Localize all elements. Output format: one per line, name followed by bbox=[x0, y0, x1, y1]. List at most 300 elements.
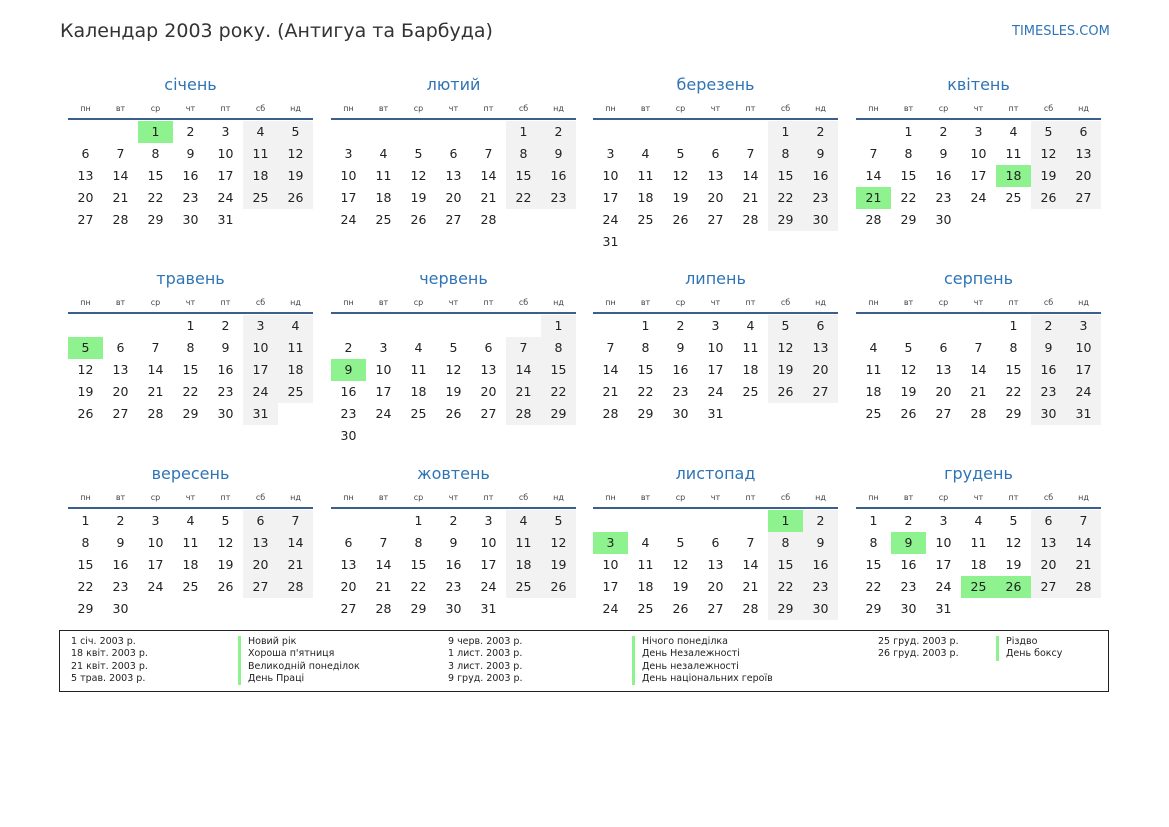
weekday-label: пт bbox=[220, 104, 231, 113]
day-cell: 29 bbox=[147, 212, 164, 227]
day-cell: 6 bbox=[344, 535, 353, 550]
day-cell: 8 bbox=[768, 143, 803, 165]
day-cell: 9 bbox=[1031, 337, 1066, 359]
day-cell: 13 bbox=[1066, 143, 1101, 165]
day-cell: 29 bbox=[182, 406, 199, 421]
day-cell: 30 bbox=[672, 406, 689, 421]
day-cell: 20 bbox=[77, 190, 94, 205]
day-cell: 5 bbox=[1009, 513, 1018, 528]
day-cell: 27 bbox=[445, 212, 462, 227]
month-divider bbox=[68, 507, 313, 509]
weekday-label: пн bbox=[80, 104, 91, 113]
day-cell: 1 bbox=[541, 315, 576, 337]
day-cell: 27 bbox=[77, 212, 94, 227]
weekday-label: вт bbox=[378, 104, 389, 113]
legend-date: 26 груд. 2003 р. bbox=[878, 648, 959, 660]
weekday-label: пн bbox=[605, 298, 616, 307]
day-cell: 13 bbox=[935, 362, 952, 377]
day-cell: 2 bbox=[221, 318, 230, 333]
weekday-label: сб bbox=[1043, 104, 1054, 113]
day-cell: 7 bbox=[484, 146, 493, 161]
day-cell: 27 bbox=[480, 406, 497, 421]
month-name: жовтень bbox=[417, 464, 490, 483]
day-cell: 17 bbox=[217, 168, 234, 183]
day-cell: 3 bbox=[379, 340, 388, 355]
weekday-label: пт bbox=[483, 104, 494, 113]
day-cell: 28 bbox=[865, 212, 882, 227]
day-cell: 8 bbox=[151, 146, 160, 161]
day-cell: 4 bbox=[641, 146, 650, 161]
day-cell: 11 bbox=[506, 532, 541, 554]
day-cell: 6 bbox=[1066, 121, 1101, 143]
day-cell: 11 bbox=[865, 362, 882, 377]
day-cell: 19 bbox=[768, 359, 803, 381]
day-cell: 16 bbox=[217, 362, 234, 377]
day-cell: 6 bbox=[1031, 510, 1066, 532]
day-cell: 10 bbox=[970, 146, 987, 161]
weekday-label: ср bbox=[938, 493, 949, 502]
day-cell: 4 bbox=[506, 510, 541, 532]
day-cell: 16 bbox=[935, 168, 952, 183]
day-cell: 5 bbox=[904, 340, 913, 355]
day-cell: 24 bbox=[480, 579, 497, 594]
day-cell: 21 bbox=[970, 384, 987, 399]
day-cell: 16 bbox=[541, 165, 576, 187]
day-cell: 25 bbox=[865, 406, 882, 421]
legend-date: 9 черв. 2003 р. bbox=[448, 636, 523, 647]
day-cell: 22 bbox=[506, 187, 541, 209]
weekday-label: пн bbox=[605, 493, 616, 502]
legend-holiday-name: Різдво bbox=[996, 636, 1037, 648]
weekday-label: пн bbox=[343, 104, 354, 113]
day-cell: 25 bbox=[375, 212, 392, 227]
day-cell: 2 bbox=[116, 513, 125, 528]
day-cell: 22 bbox=[182, 384, 199, 399]
day-cell: 3 bbox=[606, 146, 615, 161]
day-cell: 14 bbox=[742, 168, 759, 183]
day-cell: 5 bbox=[221, 513, 230, 528]
weekday-label: чт bbox=[185, 493, 196, 502]
legend-date: 5 трав. 2003 р. bbox=[71, 673, 146, 685]
day-cell: 12 bbox=[410, 168, 427, 183]
month-divider bbox=[68, 118, 313, 120]
day-cell: 9 bbox=[541, 143, 576, 165]
day-cell: 27 bbox=[112, 406, 129, 421]
day-cell: 26 bbox=[1031, 187, 1066, 209]
day-cell: 3 bbox=[243, 315, 278, 337]
day-cell: 12 bbox=[541, 532, 576, 554]
day-cell: 15 bbox=[768, 554, 803, 576]
day-cell: 17 bbox=[602, 579, 619, 594]
day-cell: 22 bbox=[637, 384, 654, 399]
day-cell: 25 bbox=[1005, 190, 1022, 205]
day-cell: 26 bbox=[77, 406, 94, 421]
day-cell: 2 bbox=[541, 121, 576, 143]
month-block bbox=[68, 73, 313, 263]
weekday-label: вт bbox=[378, 298, 389, 307]
weekday-label: нд bbox=[815, 493, 826, 502]
day-cell: 3 bbox=[344, 146, 353, 161]
day-cell: 10 bbox=[147, 535, 164, 550]
day-cell: 9 bbox=[186, 146, 195, 161]
day-cell: 17 bbox=[340, 190, 357, 205]
day-cell: 14 bbox=[480, 168, 497, 183]
day-cell: 26 bbox=[541, 576, 576, 598]
day-cell: 16 bbox=[340, 384, 357, 399]
weekday-label: ср bbox=[938, 104, 949, 113]
day-cell: 4 bbox=[1009, 124, 1018, 139]
weekday-label: пт bbox=[220, 493, 231, 502]
day-cell: 23 bbox=[445, 579, 462, 594]
day-cell: 4 bbox=[869, 340, 878, 355]
day-cell: 17 bbox=[375, 384, 392, 399]
day-cell: 28 bbox=[480, 212, 497, 227]
day-cell: 12 bbox=[768, 337, 803, 359]
day-cell: 30 bbox=[445, 601, 462, 616]
month-block bbox=[331, 462, 576, 652]
weekday-label: ср bbox=[675, 298, 686, 307]
month-divider bbox=[593, 118, 838, 120]
day-cell: 21 bbox=[602, 384, 619, 399]
day-cell: 5 bbox=[449, 340, 458, 355]
weekday-label: сб bbox=[780, 298, 791, 307]
weekday-label: пн bbox=[868, 493, 879, 502]
weekday-label: пн bbox=[80, 493, 91, 502]
month-name: березень bbox=[676, 75, 755, 94]
weekday-label: ср bbox=[150, 298, 161, 307]
day-cell: 27 bbox=[243, 576, 278, 598]
day-cell: 31 bbox=[243, 403, 278, 425]
day-cell: 2 bbox=[186, 124, 195, 139]
weekday-label: чт bbox=[448, 104, 459, 113]
day-cell: 21 bbox=[112, 190, 129, 205]
day-cell: 24 bbox=[602, 601, 619, 616]
month-block bbox=[331, 73, 576, 263]
day-cell: 6 bbox=[939, 340, 948, 355]
day-cell: 5 bbox=[768, 315, 803, 337]
day-cell: 11 bbox=[1005, 146, 1022, 161]
weekday-label: вт bbox=[640, 493, 651, 502]
day-cell: 22 bbox=[1005, 384, 1022, 399]
day-cell: 20 bbox=[1031, 554, 1066, 576]
day-cell: 14 bbox=[375, 557, 392, 572]
day-cell: 28 bbox=[1066, 576, 1101, 598]
weekday-label: чт bbox=[710, 298, 721, 307]
day-cell: 7 bbox=[151, 340, 160, 355]
day-cell: 19 bbox=[1031, 165, 1066, 187]
day-cell: 16 bbox=[803, 554, 838, 576]
day-cell: 29 bbox=[900, 212, 917, 227]
day-cell: 5 bbox=[414, 146, 423, 161]
day-cell: 7 bbox=[746, 146, 755, 161]
day-cell: 17 bbox=[707, 362, 724, 377]
weekday-label: вт bbox=[903, 298, 914, 307]
day-cell: 24 bbox=[1066, 381, 1101, 403]
weekday-label: ср bbox=[413, 493, 424, 502]
weekday-label: чт bbox=[973, 298, 984, 307]
weekday-label: чт bbox=[448, 298, 459, 307]
site-link[interactable]: TIMESLES.COM bbox=[1012, 24, 1110, 39]
day-cell: 7 bbox=[506, 337, 541, 359]
day-cell: 20 bbox=[112, 384, 129, 399]
day-cell: 31 bbox=[480, 601, 497, 616]
weekday-label: вт bbox=[640, 104, 651, 113]
day-cell: 18 bbox=[742, 362, 759, 377]
day-cell: 19 bbox=[900, 384, 917, 399]
day-cell: 12 bbox=[672, 557, 689, 572]
day-cell: 14 bbox=[1066, 532, 1101, 554]
day-cell: 18 bbox=[637, 579, 654, 594]
month-divider bbox=[856, 312, 1101, 314]
legend-holiday-name: День Незалежності bbox=[632, 648, 740, 660]
day-cell: 28 bbox=[112, 212, 129, 227]
day-cell: 16 bbox=[672, 362, 689, 377]
weekday-label: пт bbox=[483, 493, 494, 502]
day-cell: 4 bbox=[974, 513, 983, 528]
day-cell: 15 bbox=[182, 362, 199, 377]
day-cell: 8 bbox=[541, 337, 576, 359]
day-cell: 28 bbox=[375, 601, 392, 616]
day-cell: 28 bbox=[278, 576, 313, 598]
day-cell: 25 bbox=[742, 384, 759, 399]
day-cell: 6 bbox=[243, 510, 278, 532]
day-cell: 19 bbox=[1005, 557, 1022, 572]
day-cell: 10 bbox=[935, 535, 952, 550]
day-cell: 2 bbox=[803, 121, 838, 143]
day-cell: 13 bbox=[480, 362, 497, 377]
day-cell: 28 bbox=[602, 406, 619, 421]
month-divider bbox=[331, 312, 576, 314]
month-name: листопад bbox=[675, 464, 756, 483]
day-cell: 4 bbox=[379, 146, 388, 161]
holiday-legend bbox=[59, 630, 1109, 692]
day-cell: 16 bbox=[182, 168, 199, 183]
day-cell: 17 bbox=[147, 557, 164, 572]
day-cell: 18 bbox=[243, 165, 278, 187]
day-cell: 16 bbox=[803, 165, 838, 187]
day-cell: 21 bbox=[1066, 554, 1101, 576]
day-cell: 8 bbox=[506, 143, 541, 165]
day-cell: 1 bbox=[1009, 318, 1018, 333]
day-cell: 8 bbox=[768, 532, 803, 554]
day-cell: 10 bbox=[243, 337, 278, 359]
day-cell: 24 bbox=[935, 579, 952, 594]
day-cell: 18 bbox=[506, 554, 541, 576]
day-cell: 30 bbox=[803, 209, 838, 231]
day-cell: 30 bbox=[182, 212, 199, 227]
day-cell: 11 bbox=[970, 535, 987, 550]
day-cell: 2 bbox=[676, 318, 685, 333]
day-cell: 30 bbox=[112, 601, 129, 616]
weekday-label: нд bbox=[553, 104, 564, 113]
day-cell: 12 bbox=[445, 362, 462, 377]
day-cell: 23 bbox=[672, 384, 689, 399]
day-cell: 29 bbox=[637, 406, 654, 421]
weekday-label: нд bbox=[1078, 298, 1089, 307]
day-cell: 30 bbox=[900, 601, 917, 616]
day-cell: 13 bbox=[77, 168, 94, 183]
day-cell: 14 bbox=[742, 557, 759, 572]
weekday-label: сб bbox=[1043, 298, 1054, 307]
weekday-label: сб bbox=[518, 104, 529, 113]
month-divider bbox=[68, 312, 313, 314]
day-cell: 11 bbox=[637, 168, 654, 183]
month-block bbox=[856, 462, 1101, 652]
weekday-label: нд bbox=[290, 298, 301, 307]
weekday-label: сб bbox=[518, 493, 529, 502]
day-cell: 28 bbox=[506, 403, 541, 425]
day-cell: 22 bbox=[900, 190, 917, 205]
day-cell: 14 bbox=[112, 168, 129, 183]
weekday-label: нд bbox=[815, 104, 826, 113]
day-cell: 6 bbox=[484, 340, 493, 355]
day-cell: 20 bbox=[1066, 165, 1101, 187]
day-cell: 20 bbox=[340, 579, 357, 594]
weekday-label: нд bbox=[815, 298, 826, 307]
day-cell: 29 bbox=[541, 403, 576, 425]
day-cell: 27 bbox=[803, 381, 838, 403]
day-cell: 12 bbox=[278, 143, 313, 165]
day-cell: 15 bbox=[77, 557, 94, 572]
holiday-day-cell: 25 bbox=[961, 576, 996, 598]
weekday-label: пн bbox=[80, 298, 91, 307]
month-divider bbox=[856, 507, 1101, 509]
legend-holiday-name: Хороша п'ятниця bbox=[238, 648, 334, 660]
month-divider bbox=[593, 312, 838, 314]
day-cell: 21 bbox=[742, 579, 759, 594]
day-cell: 23 bbox=[803, 576, 838, 598]
day-cell: 7 bbox=[278, 510, 313, 532]
day-cell: 20 bbox=[445, 190, 462, 205]
weekday-label: нд bbox=[1078, 104, 1089, 113]
weekday-label: пт bbox=[220, 298, 231, 307]
day-cell: 19 bbox=[217, 557, 234, 572]
weekday-label: сб bbox=[255, 493, 266, 502]
day-cell: 13 bbox=[243, 532, 278, 554]
day-cell: 15 bbox=[506, 165, 541, 187]
day-cell: 22 bbox=[865, 579, 882, 594]
day-cell: 2 bbox=[939, 124, 948, 139]
weekday-label: вт bbox=[903, 104, 914, 113]
day-cell: 21 bbox=[480, 190, 497, 205]
day-cell: 31 bbox=[935, 601, 952, 616]
day-cell: 13 bbox=[707, 557, 724, 572]
legend-date: 9 груд. 2003 р. bbox=[448, 673, 523, 685]
day-cell: 1 bbox=[81, 513, 90, 528]
holiday-day-cell: 26 bbox=[996, 576, 1031, 598]
day-cell: 18 bbox=[970, 557, 987, 572]
day-cell: 3 bbox=[939, 513, 948, 528]
day-cell: 24 bbox=[243, 381, 278, 403]
day-cell: 19 bbox=[672, 190, 689, 205]
page-title: Календар 2003 року. (Антигуа та Барбуда) bbox=[60, 20, 493, 42]
day-cell: 25 bbox=[506, 576, 541, 598]
day-cell: 29 bbox=[1005, 406, 1022, 421]
day-cell: 7 bbox=[1066, 510, 1101, 532]
day-cell: 14 bbox=[602, 362, 619, 377]
day-cell: 1 bbox=[506, 121, 541, 143]
day-cell: 31 bbox=[707, 406, 724, 421]
day-cell: 17 bbox=[480, 557, 497, 572]
day-cell: 8 bbox=[186, 340, 195, 355]
day-cell: 29 bbox=[865, 601, 882, 616]
day-cell: 25 bbox=[410, 406, 427, 421]
weekday-label: пт bbox=[745, 298, 756, 307]
day-cell: 30 bbox=[217, 406, 234, 421]
day-cell: 14 bbox=[865, 168, 882, 183]
day-cell: 10 bbox=[1066, 337, 1101, 359]
day-cell: 29 bbox=[77, 601, 94, 616]
day-cell: 19 bbox=[77, 384, 94, 399]
weekday-label: чт bbox=[448, 493, 459, 502]
legend-holiday-name: День незалежності bbox=[632, 661, 739, 673]
day-cell: 14 bbox=[278, 532, 313, 554]
month-divider bbox=[331, 507, 576, 509]
day-cell: 30 bbox=[340, 428, 357, 443]
day-cell: 7 bbox=[606, 340, 615, 355]
day-cell: 9 bbox=[449, 535, 458, 550]
weekday-label: ср bbox=[150, 493, 161, 502]
day-cell: 15 bbox=[410, 557, 427, 572]
day-cell: 5 bbox=[1031, 121, 1066, 143]
weekday-label: ср bbox=[938, 298, 949, 307]
day-cell: 20 bbox=[935, 384, 952, 399]
month-divider bbox=[331, 118, 576, 120]
day-cell: 29 bbox=[768, 598, 803, 620]
day-cell: 2 bbox=[904, 513, 913, 528]
day-cell: 13 bbox=[340, 557, 357, 572]
day-cell: 30 bbox=[1031, 403, 1066, 425]
month-name: грудень bbox=[944, 464, 1013, 483]
legend-date: 1 січ. 2003 р. bbox=[71, 636, 136, 647]
month-name: вересень bbox=[151, 464, 230, 483]
day-cell: 12 bbox=[1031, 143, 1066, 165]
day-cell: 11 bbox=[410, 362, 427, 377]
day-cell: 27 bbox=[1031, 576, 1066, 598]
day-cell: 1 bbox=[186, 318, 195, 333]
day-cell: 16 bbox=[900, 557, 917, 572]
day-cell: 18 bbox=[375, 190, 392, 205]
holiday-day-cell: 9 bbox=[331, 359, 366, 381]
day-cell: 13 bbox=[707, 168, 724, 183]
day-cell: 19 bbox=[410, 190, 427, 205]
day-cell: 26 bbox=[217, 579, 234, 594]
day-cell: 18 bbox=[278, 359, 313, 381]
month-block bbox=[68, 267, 313, 457]
day-cell: 4 bbox=[414, 340, 423, 355]
day-cell: 13 bbox=[112, 362, 129, 377]
day-cell: 19 bbox=[541, 554, 576, 576]
weekday-label: сб bbox=[518, 298, 529, 307]
month-block bbox=[593, 73, 838, 263]
day-cell: 3 bbox=[221, 124, 230, 139]
month-divider bbox=[593, 507, 838, 509]
day-cell: 8 bbox=[81, 535, 90, 550]
day-cell: 25 bbox=[182, 579, 199, 594]
day-cell: 9 bbox=[803, 532, 838, 554]
day-cell: 20 bbox=[707, 190, 724, 205]
day-cell: 6 bbox=[711, 146, 720, 161]
weekday-label: сб bbox=[255, 104, 266, 113]
day-cell: 30 bbox=[803, 598, 838, 620]
day-cell: 15 bbox=[900, 168, 917, 183]
legend-holiday-name: Новий рік bbox=[238, 636, 296, 648]
day-cell: 12 bbox=[900, 362, 917, 377]
legend-date: 25 груд. 2003 р. bbox=[878, 636, 959, 647]
day-cell: 23 bbox=[541, 187, 576, 209]
weekday-label: сб bbox=[1043, 493, 1054, 502]
weekday-label: ср bbox=[675, 104, 686, 113]
